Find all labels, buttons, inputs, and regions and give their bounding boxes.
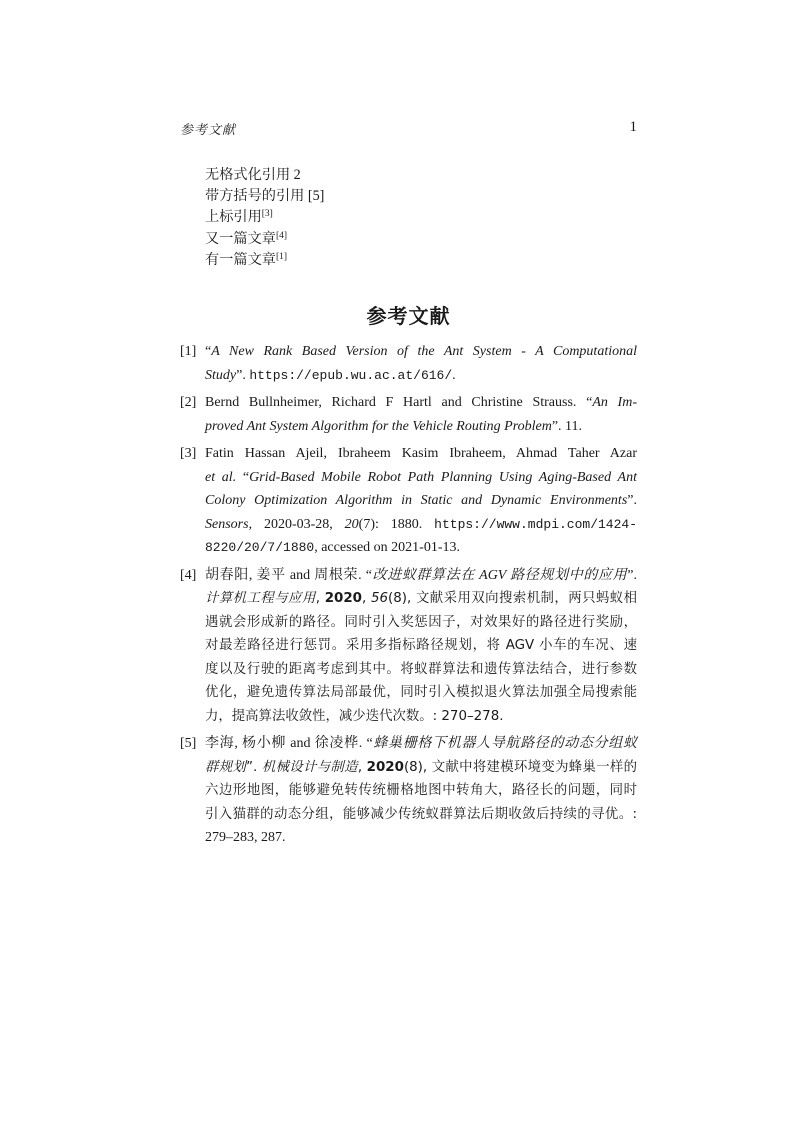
entry-line [205, 587, 637, 611]
entry-text: ”. 11. [551, 418, 583, 434]
entry-number: [3] [180, 446, 197, 461]
entry-text: (8), 文献中将建模环境变为蜂巢一样的 [403, 759, 637, 775]
entry-line [205, 489, 637, 513]
entry-text: 力，提高算法收敛性，减少迭代次数。: 270–278. [205, 708, 504, 724]
entry-text: 56 [370, 591, 389, 606]
citation-text: 有一篇文章 [205, 251, 276, 268]
entry-text: 遇就会形成新的路径。同时引入奖惩因子，对效果好的路径进行奖励， [205, 614, 637, 630]
entry-text: 改进蚁群算法在 AGV 路径规划中的应用 [371, 567, 628, 583]
entry-text: 六边形地图，能够避免转传统栅格地图中转角大，路径长的问题，同时 [205, 783, 637, 798]
bibliography-list [180, 340, 637, 854]
entry-text: https://www.mdpi.com/1424- [434, 516, 638, 532]
entry-line [205, 705, 637, 729]
citation-line [205, 250, 324, 271]
entry-line [205, 611, 637, 635]
entry-line [205, 756, 637, 780]
bibliography-entry [180, 442, 637, 560]
citation-line [205, 207, 324, 228]
entry-text: 引入猫群的动态分组，能够减少传统蚁群算法后期收敛后持续的寻优。: [205, 806, 637, 822]
entry-number: [5] [180, 736, 197, 751]
entry-line [205, 826, 637, 850]
citation-superscript: [1] [275, 251, 288, 262]
citation-superscript: [4] [275, 230, 288, 241]
entry-text: , [357, 759, 367, 775]
citation-examples [205, 165, 324, 271]
entry-text: 279–283, 287. [205, 830, 286, 845]
entry-text: 机械设计与制造 [261, 759, 358, 775]
entry-number: [4] [180, 567, 197, 583]
entry-text: , 2020-03-28, [248, 516, 345, 532]
entry-text: 度以及行驶的距离考虑到其中。将蚁群算法和遗传算法结合，进行参数 [205, 661, 637, 677]
entry-line [205, 391, 637, 415]
entry-text: , [362, 591, 371, 606]
entry-text: “ [236, 469, 250, 485]
entry-line [205, 364, 637, 388]
citation-text: 无格式化引用 2 [205, 167, 301, 183]
entry-text: (8), 文献采用双向搜索机制，两只蚂蚁相 [388, 591, 637, 606]
entry-text: Study [205, 367, 237, 383]
entry-line [205, 536, 637, 560]
entry-text: 2020 [366, 759, 404, 775]
citation-line [205, 186, 324, 207]
entry-text: Sensors [205, 516, 249, 532]
entry-text: 计算机工程与应用 [205, 591, 316, 606]
citation-text: 带方括号的引用 [5] [205, 188, 325, 205]
entry-text: Fatin Hassan Ajeil, Ibraheem Kasim Ibraheem, Ahmad Taher Azar [205, 446, 637, 461]
entry-text: , accessed on 2021-01-13. [314, 540, 461, 555]
entry-line [205, 466, 637, 490]
entry-text: proved Ant System Algorithm for the Vehicle Routing Problem [205, 418, 552, 434]
entry-text: 8220/20/7/1880 [205, 540, 315, 555]
citation-text: 又一篇文章 [205, 230, 276, 247]
entry-text: Grid-Based Mobile Robot Path Planning Using Aging-Based Ant [249, 469, 637, 485]
entry-text: . [452, 367, 456, 383]
entry-line [205, 415, 637, 439]
bibliography-entry [180, 391, 637, 438]
entry-line [205, 513, 637, 537]
entry-number: [1] [180, 344, 197, 359]
entry-line [205, 803, 637, 827]
entry-text: et al. [205, 469, 237, 485]
citation-line [205, 229, 324, 250]
entry-text: “ [205, 344, 212, 359]
entry-text: 蜂巢栅格下机器人导航路径的动态分组蚁 [372, 736, 637, 751]
entry-text: (7): 1880. [358, 516, 435, 532]
entry-text: https://epub.wu.ac.at/616/ [249, 367, 453, 383]
entry-number: [2] [180, 395, 197, 410]
entry-text: ”. [627, 493, 637, 508]
bibliography-entry [180, 340, 637, 387]
entry-text: 群规划 [205, 759, 247, 775]
header-title: 参考文献 [180, 122, 237, 137]
entry-text: ”. [246, 759, 262, 775]
entry-text: 2020 [324, 591, 362, 606]
entry-line [205, 732, 637, 756]
entry-text: 20 [344, 516, 359, 532]
entry-text: Bernd Bullnheimer, Richard F Hartl and Christine Strauss. “ [205, 395, 593, 410]
entry-text: 李海, 杨小柳 and 徐凌桦. “ [205, 736, 373, 751]
entry-line [205, 340, 637, 364]
running-header [180, 119, 637, 139]
entry-text: An Im- [592, 395, 637, 410]
entry-text: ”. [236, 367, 250, 383]
entry-text: 优化，避免遗传算法局部最优，同时引入模拟退火算法加强全局搜索能 [205, 685, 637, 700]
entry-text: 胡春阳, 姜平 and 周根荣. “ [205, 567, 372, 583]
bibliography-entry [180, 732, 637, 850]
entry-line [205, 779, 637, 803]
entry-text: , [315, 591, 325, 606]
entry-text: 对最差路径进行惩罚。采用多指标路径规划，将 AGV 小车的车况、速 [205, 638, 637, 653]
entry-text: A New Rank Based Version of the Ant System - A Computational [211, 344, 637, 359]
bibliography-entry [180, 564, 637, 729]
entry-text: Colony Optimization Algorithm in Static and Dynamic Environments [205, 493, 628, 508]
citation-text: 上标引用 [205, 209, 262, 226]
bibliography-heading: 参考文献 [366, 304, 451, 328]
entry-line [205, 634, 637, 658]
entry-line [205, 442, 637, 466]
citation-superscript: [3] [261, 209, 273, 220]
entry-text: ”. [627, 567, 637, 583]
entry-line [205, 658, 637, 682]
entry-line [205, 564, 637, 588]
page-number: 1 [629, 119, 637, 135]
citation-line [205, 165, 324, 186]
entry-line [205, 681, 637, 705]
